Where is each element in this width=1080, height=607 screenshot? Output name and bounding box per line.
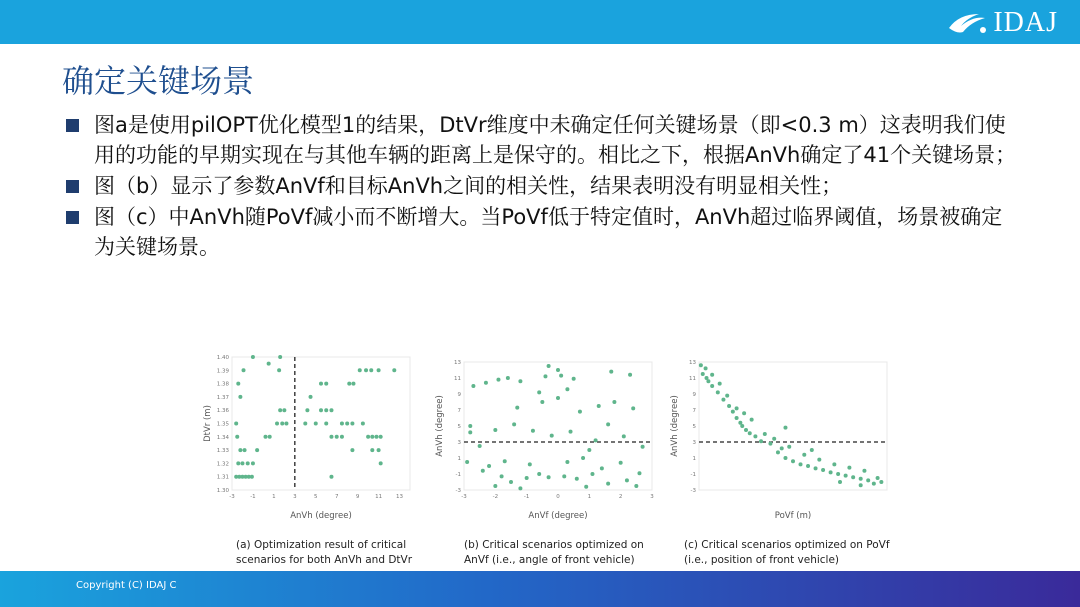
chart-a-point bbox=[369, 368, 373, 372]
chart-b-point bbox=[606, 482, 610, 486]
chart-a-point bbox=[234, 422, 238, 426]
chart-b-y-tick-label: 7 bbox=[457, 408, 461, 414]
chart-c-point bbox=[750, 418, 754, 422]
chart-a-y-tick-label: 1.34 bbox=[216, 434, 229, 441]
chart-b-point bbox=[465, 460, 469, 464]
copyright-text: Copyright (C) IDAJ C bbox=[76, 580, 177, 591]
chart-a-point bbox=[240, 461, 244, 465]
chart-c-point bbox=[847, 466, 851, 470]
chart-a-x-tick-label: 9 bbox=[355, 494, 360, 500]
chart-b-point bbox=[493, 484, 497, 488]
chart-a-point bbox=[377, 448, 381, 452]
chart-a-y-tick-label: 1.35 bbox=[216, 421, 229, 428]
chart-c-plot-area bbox=[699, 362, 887, 490]
bullet-square-icon bbox=[66, 211, 79, 224]
chart-c-point bbox=[836, 472, 840, 476]
chart-c-point bbox=[744, 428, 748, 432]
chart-c-point bbox=[706, 379, 710, 383]
chart-c-point bbox=[780, 446, 784, 450]
chart-c-point bbox=[862, 469, 866, 473]
chart-a-x-tick-label: -3 bbox=[229, 494, 235, 500]
chart-a-point bbox=[236, 461, 240, 465]
chart-b-point bbox=[641, 445, 645, 449]
chart-a-point bbox=[374, 435, 378, 439]
chart-a-point bbox=[324, 422, 328, 426]
header-bar bbox=[0, 0, 1080, 44]
chart-a-point bbox=[278, 355, 282, 359]
chart-c-point bbox=[704, 366, 708, 370]
chart-b-y-tick-label: 13 bbox=[454, 360, 461, 366]
chart-b-x-tick-label: 3 bbox=[650, 494, 654, 500]
chart-b-point bbox=[556, 396, 560, 400]
chart-b-point bbox=[537, 472, 541, 476]
chart-c-point bbox=[727, 404, 731, 408]
chart-b-point bbox=[578, 410, 582, 414]
chart-c-point bbox=[806, 464, 810, 468]
brand-logo-text: IDAJ bbox=[993, 7, 1058, 38]
chart-b-point bbox=[500, 474, 504, 478]
chart-b-point bbox=[628, 373, 632, 377]
chart-b-point bbox=[606, 422, 610, 426]
chart-c-point bbox=[783, 456, 787, 460]
chart-b-point bbox=[625, 478, 629, 482]
chart-a-point bbox=[350, 448, 354, 452]
chart-c-y-tick-label: -1 bbox=[690, 472, 696, 478]
chart-a-point bbox=[329, 475, 333, 479]
chart-c-point bbox=[768, 442, 772, 446]
chart-b-point bbox=[487, 464, 491, 468]
chart-c-point bbox=[731, 410, 735, 414]
chart-c-point bbox=[718, 382, 722, 386]
chart-b-y-tick-label: 3 bbox=[457, 440, 461, 446]
chart-a-point bbox=[379, 435, 383, 439]
chart-b-x-tick-label: 0 bbox=[556, 494, 560, 500]
bullet-text: 图（c）中AnVh随PoVf减小而不断增大。当PoVf低于特定值时，AnVh超过临界阈值，场景被确定为关键场景。 bbox=[94, 205, 1003, 259]
chart-c-point bbox=[735, 416, 739, 420]
chart-b-point bbox=[481, 469, 485, 473]
brand-swoosh-icon bbox=[945, 8, 989, 38]
chart-c-point bbox=[799, 462, 803, 466]
chart-c-point bbox=[802, 453, 806, 457]
chart-b-plot-area bbox=[464, 362, 652, 490]
chart-b-y-tick-label: 5 bbox=[457, 424, 461, 430]
chart-c-point bbox=[742, 411, 746, 415]
chart-b-point bbox=[468, 424, 472, 428]
chart-b-point bbox=[518, 486, 522, 490]
chart-c-y-tick-label: 9 bbox=[692, 392, 696, 398]
chart-c-point bbox=[817, 458, 821, 462]
chart-c-point bbox=[710, 384, 714, 388]
chart-b-x-tick-label: -2 bbox=[492, 494, 499, 500]
chart-c-point bbox=[699, 363, 703, 367]
chart-c-point bbox=[838, 480, 842, 484]
chart-a-point bbox=[392, 368, 396, 372]
chart-b-x-tick-label: -1 bbox=[523, 494, 530, 500]
chart-a-point bbox=[370, 435, 374, 439]
chart-c-point bbox=[787, 445, 791, 449]
chart-b-point bbox=[612, 400, 616, 404]
brand-logo bbox=[945, 8, 1058, 38]
chart-a-x-tick-label: 1 bbox=[272, 494, 276, 500]
chart-a-point bbox=[340, 435, 344, 439]
chart-a-point bbox=[250, 475, 254, 479]
chart-a-point bbox=[264, 435, 268, 439]
chart-b-point bbox=[572, 377, 576, 381]
chart-a-y-tick-label: 1.30 bbox=[216, 488, 229, 494]
chart-c-point bbox=[844, 474, 848, 478]
chart-b-y-tick-label: 11 bbox=[454, 376, 461, 382]
chart-a-y-tick-label: 1.32 bbox=[216, 461, 229, 468]
caption-a: (a) Optimization result of critical scenarios for both AnVh and DtVr bbox=[236, 539, 413, 566]
chart-a-point bbox=[238, 448, 242, 452]
chart-c-y-tick-label: -3 bbox=[690, 488, 696, 494]
chart-b-point bbox=[631, 406, 635, 410]
chart-b-y-tick-label: -1 bbox=[455, 472, 461, 478]
chart-a-x-axis-label: AnVh (degree) bbox=[290, 511, 352, 521]
chart-a-y-tick-label: 1.38 bbox=[216, 381, 229, 388]
chart-a-point bbox=[319, 382, 323, 386]
chart-b-x-tick-label: 2 bbox=[618, 494, 623, 500]
chart-b-point bbox=[537, 390, 541, 394]
chart-a-x-tick-label: 13 bbox=[396, 494, 404, 500]
chart-c-x-axis-label: PoVf (m) bbox=[774, 511, 812, 521]
chart-c-point bbox=[879, 480, 883, 484]
chart-a-y-tick-label: 1.31 bbox=[216, 474, 229, 481]
chart-a-point bbox=[350, 422, 354, 426]
chart-b-point bbox=[559, 374, 563, 378]
chart-a-point bbox=[314, 422, 318, 426]
chart-b-point bbox=[565, 387, 569, 391]
bullet-item bbox=[62, 110, 1022, 170]
chart-a-point bbox=[361, 422, 365, 426]
chart-a-x-tick-label: 11 bbox=[375, 494, 383, 500]
chart-a-point bbox=[284, 422, 288, 426]
chart-a-point bbox=[305, 408, 309, 412]
chart-b-point bbox=[471, 384, 475, 388]
chart-c-point bbox=[753, 434, 757, 438]
chart-a-point bbox=[278, 408, 282, 412]
chart-a-y-tick-label: 1.37 bbox=[216, 394, 229, 401]
chart-b-point bbox=[509, 480, 513, 484]
chart-b-y-tick-label: 1 bbox=[457, 456, 461, 462]
chart-a-point bbox=[347, 382, 351, 386]
chart-b-point bbox=[484, 381, 488, 385]
chart-b-point bbox=[584, 485, 588, 489]
chart-c-point bbox=[851, 475, 855, 479]
chart-b-x-tick-label: 1 bbox=[587, 494, 592, 500]
chart-a-y-tick-label: 1.39 bbox=[216, 368, 229, 375]
chart-b-point bbox=[637, 471, 641, 475]
caption-b: (b) Critical scenarios optimized on AnVf (i.e., angle of front vehicle) bbox=[464, 539, 644, 566]
chart-c-point bbox=[866, 478, 870, 482]
chart-c-point bbox=[832, 462, 836, 466]
bullet-list bbox=[62, 110, 1022, 263]
chart-b-point bbox=[587, 448, 591, 452]
bullet-item bbox=[62, 171, 1022, 201]
chart-a-point bbox=[377, 368, 381, 372]
chart-a-plot-area bbox=[232, 357, 410, 490]
chart-a-point bbox=[251, 355, 255, 359]
chart-a-x-tick-label: -1 bbox=[250, 494, 256, 500]
chart-c-point bbox=[710, 373, 714, 377]
slide-title: 确定关键场景 bbox=[62, 62, 255, 100]
chart-b-point bbox=[622, 434, 626, 438]
chart-b-point bbox=[590, 472, 594, 476]
chart-c-point bbox=[810, 448, 814, 452]
chart-a-point bbox=[275, 422, 279, 426]
chart-b-point bbox=[565, 460, 569, 464]
chart-a-point bbox=[280, 422, 284, 426]
chart-a-point bbox=[340, 422, 344, 426]
chart-b-point bbox=[493, 428, 497, 432]
chart-a-point bbox=[282, 408, 286, 412]
chart-a-point bbox=[246, 461, 250, 465]
chart-c-y-axis-label: AnVh (degree) bbox=[670, 395, 680, 457]
chart-b-point bbox=[609, 370, 613, 374]
chart-a-point bbox=[324, 408, 328, 412]
chart-b-point bbox=[575, 477, 579, 481]
chart-c-point bbox=[876, 476, 880, 480]
chart-a-point bbox=[335, 435, 339, 439]
chart-c-point bbox=[821, 468, 825, 472]
chart-b-point bbox=[581, 456, 585, 460]
chart-c-point bbox=[701, 372, 705, 376]
chart-b-point bbox=[503, 459, 507, 463]
chart-c-y-tick-label: 7 bbox=[692, 408, 696, 414]
chart-b-point bbox=[543, 374, 547, 378]
bullet-square-icon bbox=[66, 180, 79, 193]
chart-b-point bbox=[515, 406, 519, 410]
chart-b-y-axis-label: AnVh (degree) bbox=[435, 395, 445, 457]
chart-a-point bbox=[267, 362, 271, 366]
chart-b-point bbox=[468, 430, 472, 434]
chart-c-point bbox=[735, 406, 739, 410]
chart-c-point bbox=[740, 424, 744, 428]
chart-a-y-axis-label: DtVr (m) bbox=[203, 405, 213, 442]
chart-c-y-tick-label: 11 bbox=[689, 376, 696, 382]
chart-a-point bbox=[251, 461, 255, 465]
chart-b-point bbox=[619, 461, 623, 465]
chart-c-point bbox=[776, 450, 780, 454]
chart-b-point bbox=[594, 438, 598, 442]
chart-c-point bbox=[716, 390, 720, 394]
chart-a-y-tick-label: 1.40 bbox=[216, 355, 229, 361]
chart-a-point bbox=[366, 435, 370, 439]
chart-b-x-axis-label: AnVf (degree) bbox=[528, 511, 588, 521]
chart-b-y-tick-label: -3 bbox=[455, 488, 461, 494]
chart-b-point bbox=[547, 364, 551, 368]
chart-a-point bbox=[379, 461, 383, 465]
bullet-text: 图a是使用pilOPT优化模型1的结果，DtVr维度中未确定任何关键场景（即<0.3 m）这表明我们使用的功能的早期实现在与其他车辆的距离上是保守的。相比之下，根据AnVh确定了41个关键场景； bbox=[94, 113, 1017, 167]
chart-c-point bbox=[829, 470, 833, 474]
chart-c-point bbox=[872, 482, 876, 486]
bullet-item bbox=[62, 202, 1022, 262]
chart-c-point bbox=[759, 439, 763, 443]
chart-b-point bbox=[525, 476, 529, 480]
chart-a-point bbox=[370, 448, 374, 452]
chart-c-point bbox=[791, 459, 795, 463]
chart-c-point bbox=[772, 437, 776, 441]
chart-b-group bbox=[435, 360, 654, 521]
chart-c-y-tick-label: 13 bbox=[689, 360, 696, 366]
chart-b-point bbox=[562, 474, 566, 478]
chart-b-point bbox=[600, 466, 604, 470]
chart-a-point bbox=[358, 368, 362, 372]
chart-a-point bbox=[324, 382, 328, 386]
figure-panel bbox=[192, 347, 922, 590]
chart-b-x-tick-label: -3 bbox=[461, 494, 467, 500]
chart-a-point bbox=[238, 395, 242, 399]
chart-c-point bbox=[748, 431, 752, 435]
bullet-text: 图（b）显示了参数AnVf和目标AnVh之间的相关性，结果表明没有明显相关性； bbox=[94, 174, 843, 198]
chart-a-point bbox=[329, 435, 333, 439]
chart-a-point bbox=[277, 368, 281, 372]
chart-b-y-tick-label: 9 bbox=[457, 392, 461, 398]
scatter-figure bbox=[192, 347, 922, 537]
chart-b-point bbox=[531, 429, 535, 433]
chart-a-group bbox=[203, 355, 410, 521]
chart-a-x-tick-label: 3 bbox=[293, 494, 297, 500]
chart-a-point bbox=[319, 408, 323, 412]
chart-c-point bbox=[783, 426, 787, 430]
chart-a-point bbox=[235, 435, 239, 439]
caption-c: (c) Critical scenarios optimized on PoVf (i.e., position of front vehicle) bbox=[684, 539, 890, 566]
chart-a-point bbox=[329, 408, 333, 412]
chart-c-point bbox=[859, 483, 863, 487]
chart-a-x-tick-label: 7 bbox=[334, 494, 339, 500]
chart-a-point bbox=[303, 422, 307, 426]
chart-b-point bbox=[496, 378, 500, 382]
chart-c-y-tick-label: 5 bbox=[692, 424, 696, 430]
chart-a-point bbox=[243, 448, 247, 452]
chart-b-point bbox=[518, 379, 522, 383]
chart-a-point bbox=[345, 422, 349, 426]
chart-b-point bbox=[550, 434, 554, 438]
chart-a-y-tick-label: 1.36 bbox=[216, 408, 229, 415]
chart-c-point bbox=[721, 398, 725, 402]
chart-c-point bbox=[763, 432, 767, 436]
chart-a-point bbox=[268, 435, 272, 439]
chart-b-point bbox=[528, 462, 532, 466]
chart-a-x-tick-label: 5 bbox=[314, 494, 318, 500]
chart-a-point bbox=[309, 395, 313, 399]
chart-c-point bbox=[725, 394, 729, 398]
chart-b-point bbox=[569, 430, 573, 434]
chart-b-point bbox=[540, 400, 544, 404]
chart-a-point bbox=[236, 382, 240, 386]
chart-c-y-tick-label: 1 bbox=[692, 456, 696, 462]
chart-b-point bbox=[556, 368, 560, 372]
chart-a-y-tick-label: 1.33 bbox=[216, 448, 229, 455]
chart-c-group bbox=[670, 360, 887, 521]
chart-b-point bbox=[478, 444, 482, 448]
chart-b-point bbox=[597, 404, 601, 408]
chart-a-point bbox=[364, 368, 368, 372]
chart-a-point bbox=[255, 448, 259, 452]
chart-b-point bbox=[547, 475, 551, 479]
chart-a-point bbox=[351, 382, 355, 386]
bullet-square-icon bbox=[66, 119, 79, 132]
chart-b-point bbox=[512, 422, 516, 426]
chart-c-point bbox=[859, 477, 863, 481]
chart-a-point bbox=[242, 368, 246, 372]
chart-b-point bbox=[634, 484, 638, 488]
chart-b-point bbox=[506, 376, 510, 380]
chart-c-point bbox=[814, 466, 818, 470]
chart-c-y-tick-label: 3 bbox=[692, 440, 696, 446]
